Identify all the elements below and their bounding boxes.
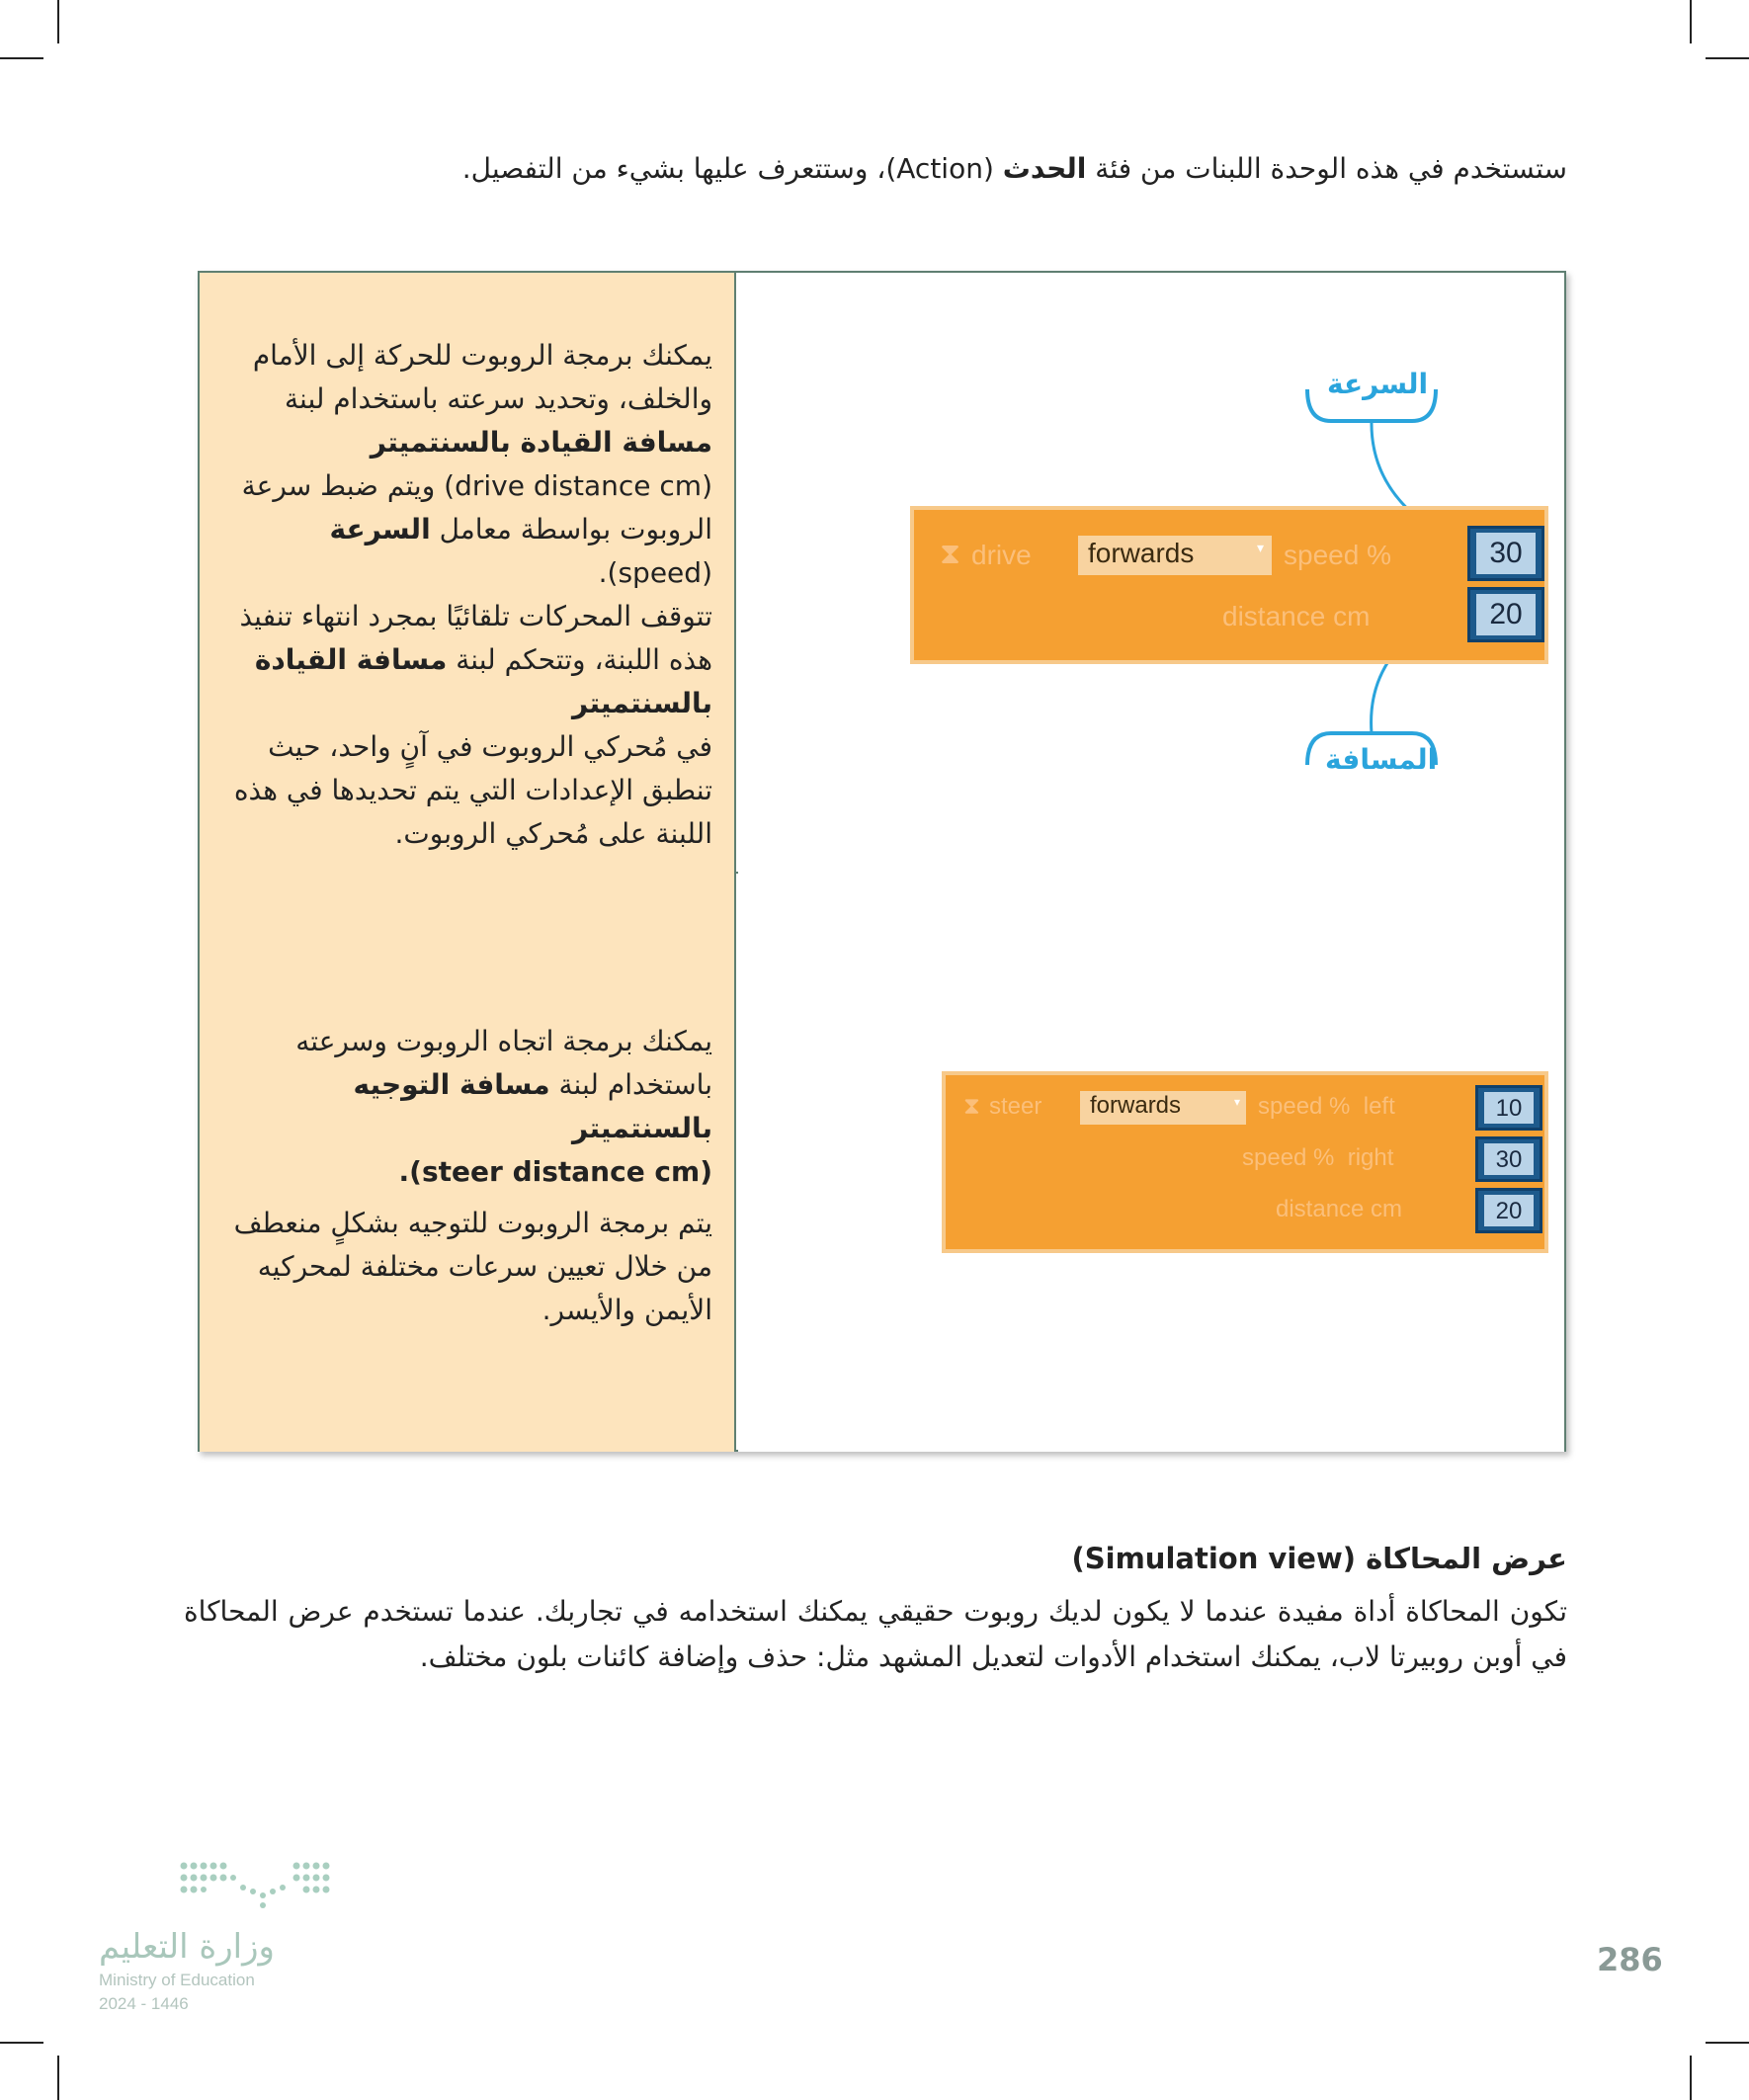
intro-bold-term: الحدث: [1002, 152, 1087, 185]
right-speed-label: speed % right: [1242, 1144, 1394, 1171]
speed-label: speed %: [1284, 540, 1391, 570]
ministry-name-english: Ministry of Education: [99, 1971, 255, 1989]
crop-mark: [0, 2042, 43, 2044]
steer-block: [942, 1071, 1548, 1253]
desc-line: مسافة القيادة بالسنتميتر: [370, 426, 712, 459]
desc-line: [218, 1063, 712, 1150]
crop-mark: [57, 2056, 59, 2100]
intro-paragraph: [184, 146, 1567, 192]
crop-mark: [1690, 2056, 1692, 2100]
desc-line: (drive distance cm) ويتم ضبط سرعة: [241, 469, 712, 502]
blocks-table: [198, 271, 1566, 1452]
desc-span: باستخدام لبنة: [549, 1068, 712, 1101]
hourglass-icon: ⧗: [963, 1093, 980, 1120]
direction-dropdown: [1080, 1091, 1246, 1125]
block-image-cell: [738, 872, 1564, 1452]
speed-value-input[interactable]: [1467, 526, 1544, 581]
right-speed-value: 30: [1484, 1143, 1534, 1175]
table-row-steer: [200, 872, 1564, 1452]
academic-year: 2024 - 1446: [99, 1994, 189, 2013]
distance-value: 20: [1476, 594, 1536, 635]
dropdown-arrow-icon: ▾: [1233, 1095, 1240, 1109]
description-cell: [200, 273, 736, 872]
table-row-drive: [200, 273, 1564, 874]
ministry-name-arabic: وزارة التعليم: [99, 1927, 275, 1967]
block-keyword: drive: [971, 540, 1032, 570]
dropdown-arrow-icon: ▾: [1256, 540, 1264, 555]
desc-line: [218, 508, 712, 595]
callout-speed: السرعة: [1327, 368, 1429, 400]
desc-line: بالسنتميتر: [572, 687, 712, 719]
desc-bold: مسافة القيادة: [254, 643, 448, 676]
section-paragraph: تكون المحاكاة أداة مفيدة عندما لا يكون لديك روبوت حقيقي يمكنك استخدامه في تجاربك. عندما تستخدم عرض المحاكاة في أوبن روبيرتا لاب، يمكنك استخدام الأدوات لتعديل المشهد مثل: حذف وإضافة كائنات بلون مختلف.: [184, 1595, 1567, 1673]
desc-line: تتوقف المحركات تلقائيًا بمجرد انتهاء تنفيذ: [239, 600, 712, 632]
desc-line: يمكنك برمجة الروبوت للحركة إلى الأمام: [252, 339, 712, 372]
crop-mark: [1706, 57, 1749, 59]
intro-text-end: (Action)، وستتعرف عليها بشيء من التفصيل.: [461, 152, 1003, 185]
desc-line: تنطبق الإعدادات التي يتم تحديدها في هذه: [233, 774, 712, 806]
direction-dropdown: [1078, 536, 1272, 575]
left-speed-value: 10: [1484, 1092, 1534, 1124]
drive-block: [910, 506, 1548, 664]
dropdown-value: forwards: [1088, 538, 1195, 568]
desc-span: (speed).: [598, 556, 712, 589]
distance-label: distance cm: [1276, 1196, 1403, 1222]
desc-line: من خلال تعيين سرعات مختلفة لمحركيه: [257, 1250, 712, 1283]
description-cell: [200, 872, 736, 1452]
crop-mark: [1690, 0, 1692, 43]
page-number: 286: [1597, 1941, 1663, 1978]
distance-input[interactable]: [1475, 1188, 1542, 1233]
desc-line: يتم برمجة الروبوت للتوجيه بشكلٍ منعطف: [233, 1207, 712, 1239]
crop-mark: [0, 57, 43, 59]
ministry-logo-dots: [178, 1858, 346, 1917]
crop-mark: [1706, 2042, 1749, 2044]
block-keyword: steer: [989, 1093, 1042, 1120]
desc-line: والخلف، وتحديد سرعته باستخدام لبنة: [284, 382, 712, 415]
desc-line: يمكنك برمجة اتجاه الروبوت وسرعته: [295, 1025, 712, 1057]
crop-mark: [57, 0, 59, 43]
desc-line: [218, 638, 712, 682]
desc-line: الأيمن والأيسر.: [541, 1294, 712, 1326]
distance-value: 20: [1484, 1195, 1534, 1226]
description-text: [218, 1020, 712, 1332]
callout-distance: المسافة: [1325, 743, 1438, 776]
description-text: [218, 334, 712, 856]
dropdown-value: forwards: [1090, 1092, 1182, 1119]
desc-span: هذه اللبنة، وتتحكم لبنة: [447, 643, 712, 676]
desc-bold: مسافة التوجيه بالسنتميتر: [353, 1068, 712, 1144]
distance-value-input[interactable]: [1467, 587, 1544, 642]
intro-text-start: ستستخدم في هذه الوحدة اللبنات من فئة: [1086, 152, 1567, 185]
desc-bold: السرعة: [329, 513, 431, 546]
desc-line: اللبنة على مُحركي الروبوت.: [394, 817, 712, 850]
speed-value: 30: [1476, 533, 1536, 574]
left-speed-label: speed % left: [1258, 1093, 1395, 1120]
desc-span: الروبوت بواسطة معامل: [430, 513, 712, 546]
left-speed-input[interactable]: [1475, 1085, 1542, 1131]
desc-line: (steer distance cm).: [398, 1155, 712, 1188]
distance-label: distance cm: [1222, 601, 1371, 631]
hourglass-icon: ⧗: [940, 538, 961, 570]
desc-line: في مُحركي الروبوت في آنٍ واحد، حيث: [268, 730, 712, 763]
section-heading: عرض المحاكاة (Simulation view): [1071, 1542, 1567, 1575]
right-speed-input[interactable]: [1475, 1136, 1542, 1182]
block-image-cell: [738, 273, 1564, 872]
